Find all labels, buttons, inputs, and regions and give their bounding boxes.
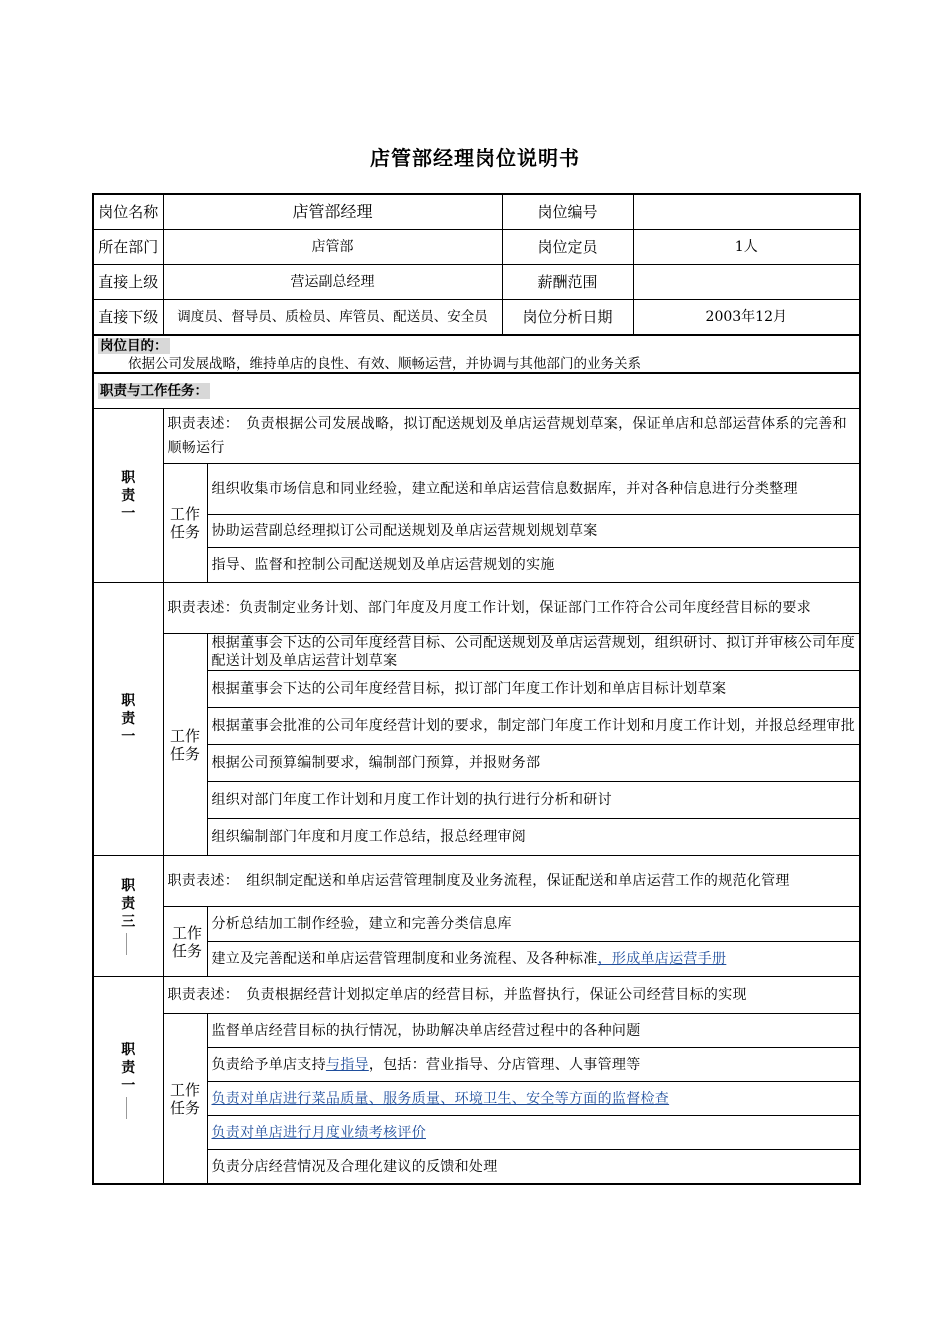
header-row-4	[93, 300, 860, 336]
duty-2-task-row	[93, 671, 860, 708]
duty-4-task-label: 工作任务	[163, 1014, 207, 1185]
label-headcount: 岗位定员	[502, 230, 633, 265]
manual-link[interactable]: ，形成单店运营手册	[597, 951, 727, 967]
label-superior: 直接上级	[93, 265, 163, 300]
duties-heading: 职责与工作任务：	[94, 376, 859, 406]
duty-1-task-2: 协助运营副总经理拟订公司配送规划及单店运营规划规划草案	[207, 515, 860, 548]
value-salary-range	[633, 265, 860, 300]
duty-3-task-label: 工作任务	[163, 907, 207, 977]
duty-2-statement-row	[93, 583, 860, 634]
duty-2-task-row	[93, 819, 860, 856]
duty-3-statement: 职责表述： 组织制定配送和单店运营管理制度及业务流程，保证配送和单店运营工作的规范化管理	[163, 856, 860, 907]
duty-1-task-1: 组织收集市场信息和同业经验，建立配送和单店运营信息数据库，并对各种信息进行分类整理	[207, 464, 860, 515]
duty-3-statement-row	[93, 856, 860, 907]
label-department: 所在部门	[93, 230, 163, 265]
value-headcount: 1人	[633, 230, 860, 265]
duty-2-task-row	[93, 708, 860, 745]
duty-3-task-1: 分析总结加工制作经验，建立和完善分类信息库	[207, 907, 860, 942]
duty-2-task-row	[93, 634, 860, 671]
duties-heading-row	[93, 373, 860, 409]
value-department: 店管部	[163, 230, 502, 265]
label-position-number: 岗位编号	[502, 194, 633, 230]
label-analysis-date: 岗位分析日期	[502, 300, 633, 336]
duty-2-task-5: 组织对部门年度工作计划和月度工作计划的执行进行分析和研讨	[207, 782, 860, 819]
duty-4-task-4	[207, 1116, 860, 1150]
purpose-text: 依据公司发展战略，维持单店的良性、有效、顺畅运营，并协调与其他部门的业务关系	[128, 356, 641, 372]
duty-2-task-row	[93, 745, 860, 782]
duty-2-task-label: 工作任务	[163, 634, 207, 856]
duty-4-label: 职 责 一	[93, 977, 163, 1185]
page-title: 店管部经理岗位说明书	[370, 146, 580, 170]
header-row-1	[93, 194, 860, 230]
value-analysis-date: 2003年12月	[633, 300, 860, 336]
job-table	[92, 193, 861, 1185]
duty-3-task-row	[93, 942, 860, 977]
value-position-number	[633, 194, 860, 230]
duty-2-task-1: 根据董事会下达的公司年度经营目标、公司配送规划及单店运营规划，组织研讨、拟订并审核公司年度配送计划及单店运营计划草案	[207, 634, 860, 671]
duty-1-task-row	[93, 548, 860, 583]
duty-2-task-2: 根据董事会下达的公司年度经营目标，拟订部门年度工作计划和单店目标计划草案	[207, 671, 860, 708]
duty-4-task-row	[93, 1014, 860, 1048]
label-subordinates: 直接下级	[93, 300, 163, 336]
value-superior: 营运副总经理	[163, 265, 502, 300]
header-row-2	[93, 230, 860, 265]
duty-1-task-3: 指导、监督和控制公司配送规划及单店运营规划的实施	[207, 548, 860, 583]
duty-4-statement: 职责表述： 负责根据经营计划拟定单店的经营目标，并监督执行，保证公司经营目标的实现	[163, 977, 860, 1014]
duty-2-label: 职 责 一	[93, 583, 163, 856]
duty-4-task-row	[93, 1048, 860, 1082]
duty-4-task-1: 监督单店经营目标的执行情况，协助解决单店经营过程中的各种问题	[207, 1014, 860, 1048]
duty-1-task-label: 工作任务	[163, 464, 207, 583]
duty-4-statement-row	[93, 977, 860, 1014]
inspection-link[interactable]: 负责对单店进行菜品质量、服务质量、环境卫生、安全等方面的监督检查	[211, 1090, 670, 1107]
duty-4-task-3	[207, 1082, 860, 1116]
duty-3-label: 职 责 三	[93, 856, 163, 977]
job-description-sheet	[92, 193, 859, 1185]
duty-2-task-3: 根据董事会批准的公司年度经营计划的要求，制定部门年度工作计划和月度工作计划，并报总经理审批	[207, 708, 860, 745]
duty-4-task-2: 负责给予单店支持与指导，包括：营业指导、分店管理、人事管理等	[207, 1048, 860, 1082]
label-position-name: 岗位名称	[93, 194, 163, 230]
duty-2-statement: 职责表述：负责制定业务计划、部门年度及月度工作计划，保证部门工作符合公司年度经营目标的要求	[163, 583, 860, 634]
duty-1-label: 职 责 一	[93, 409, 163, 583]
guidance-link[interactable]: 与指导	[325, 1056, 369, 1073]
duty-2-task-4: 根据公司预算编制要求，编制部门预算，并报财务部	[207, 745, 860, 782]
duty-4-task-5: 负责分店经营情况及合理化建议的反馈和处理	[207, 1150, 860, 1185]
purpose-heading: 岗位目的：	[94, 336, 859, 356]
duty-2-task-6: 组织编制部门年度和月度工作总结，报总经理审阅	[207, 819, 860, 856]
duty-4-task-row	[93, 1116, 860, 1150]
evaluation-link[interactable]: 负责对单店进行月度业绩考核评价	[211, 1124, 426, 1141]
duty-3-task-2: 建立及完善配送和单店运营管理制度和业务流程、及各种标准，形成单店运营手册	[207, 942, 860, 977]
purpose-row	[93, 335, 860, 373]
duty-1-task-row	[93, 515, 860, 548]
duty-4-task-row	[93, 1082, 860, 1116]
duty-4-task-row	[93, 1150, 860, 1185]
header-row-3	[93, 265, 860, 300]
value-subordinates: 调度员、督导员、质检员、库管员、配送员、安全员	[163, 300, 502, 336]
duty-1-task-row	[93, 464, 860, 515]
duty-1-statement: 职责表述： 负责根据公司发展战略，拟订配送规划及单店运营规划草案，保证单店和总部运营体系的完善和顺畅运行	[163, 409, 860, 464]
value-position-name: 店管部经理	[163, 194, 502, 230]
duty-3-task-row	[93, 907, 860, 942]
duty-1-statement-row	[93, 409, 860, 464]
label-salary-range: 薪酬范围	[502, 265, 633, 300]
duty-2-task-row	[93, 782, 860, 819]
